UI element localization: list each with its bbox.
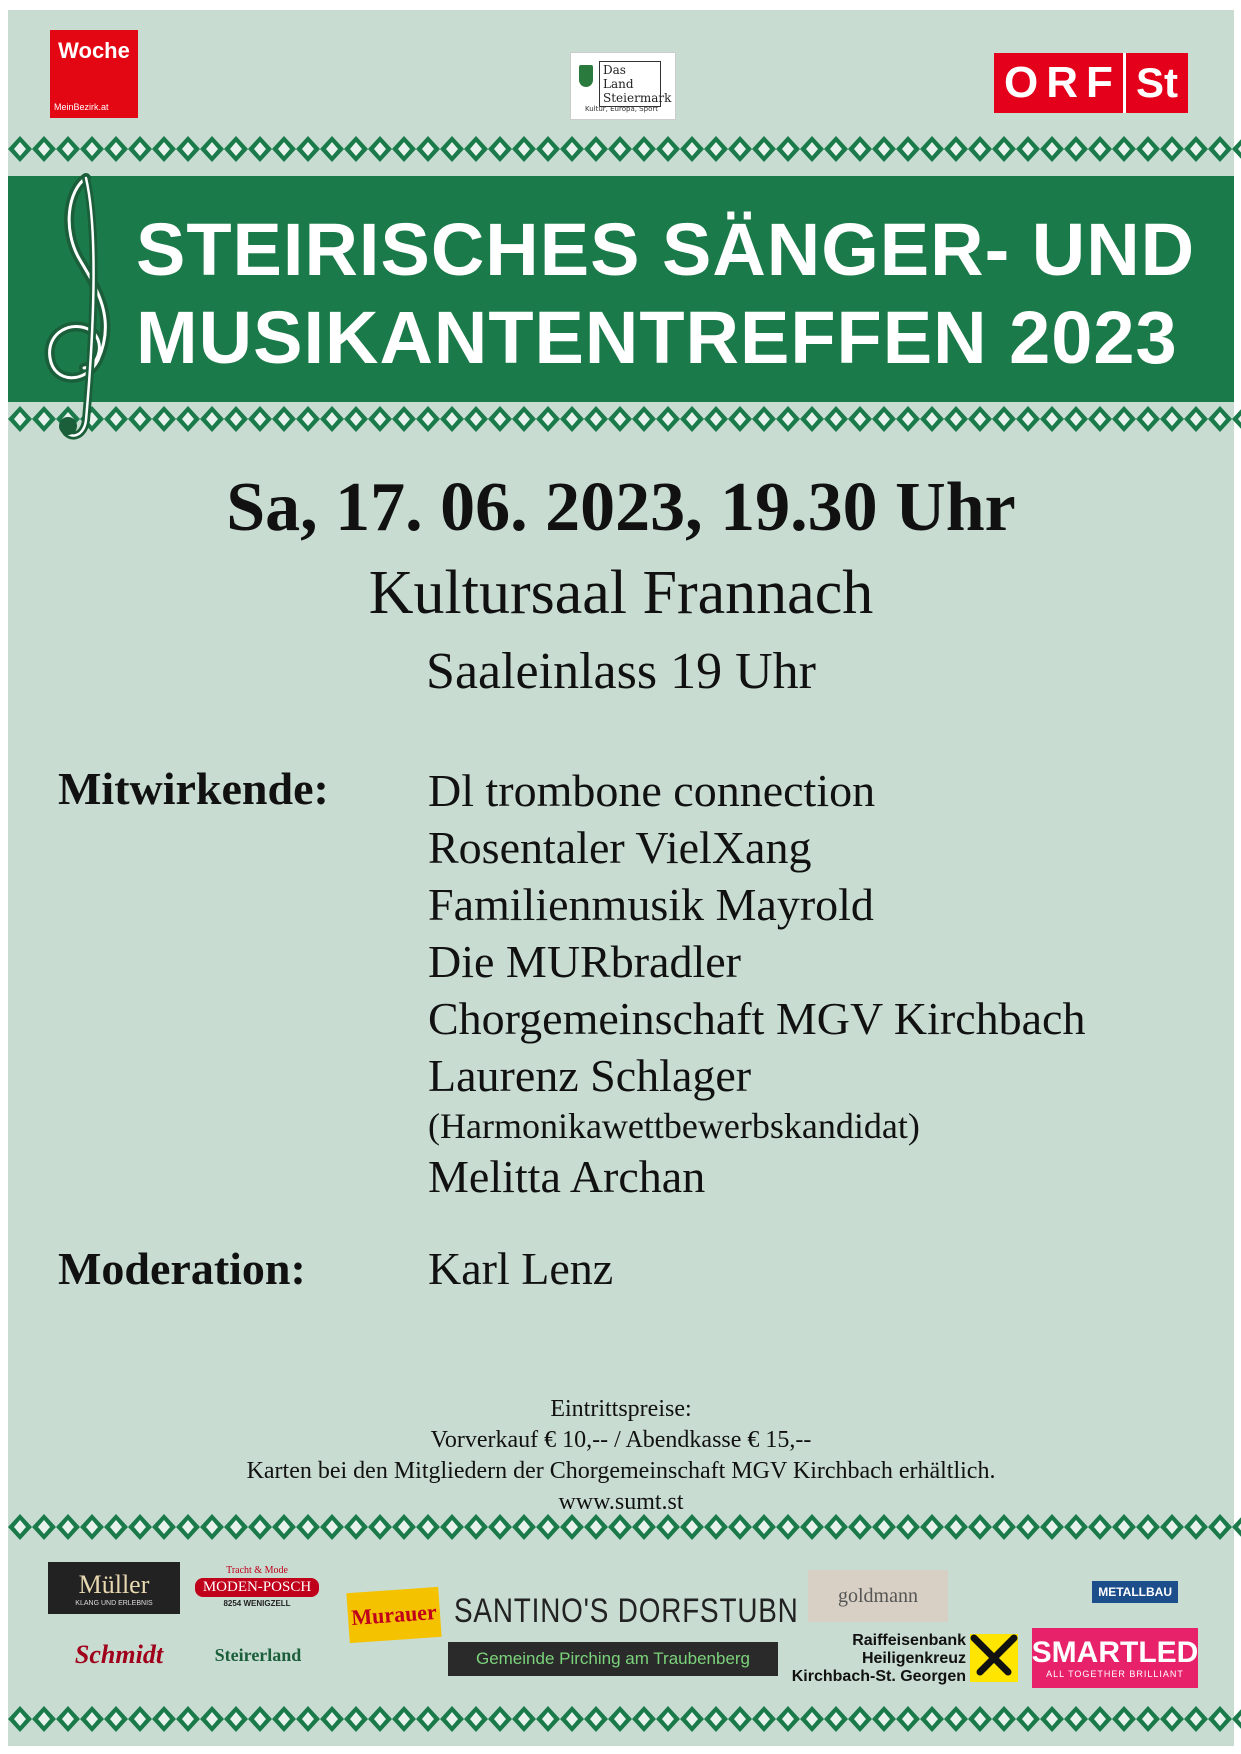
mueller-subtext: KLANG UND ERLEBNIS bbox=[75, 1599, 153, 1607]
mueller-text: Müller bbox=[78, 1569, 150, 1599]
tickets-info: Karten bei den Mitgliedern der Chorgemeinschaft MGV Kirchbach erhältlich. bbox=[246, 1458, 996, 1484]
event-title-line2: MUSIKANTENTREFFEN 2023 bbox=[136, 296, 1178, 379]
land-steiermark-logo bbox=[570, 52, 676, 120]
moderator-name: Karl Lenz bbox=[428, 1243, 614, 1294]
prices-line: Vorverkauf € 10,-- / Abendkasse € 15,-- bbox=[430, 1427, 812, 1453]
orf-text: ORF bbox=[1004, 58, 1121, 107]
performer-item: Familienmusik Mayrold bbox=[428, 879, 874, 930]
treble-clef-icon bbox=[28, 170, 128, 450]
title-banner bbox=[8, 176, 1234, 402]
metallbau-text: METALLBAU bbox=[1092, 1581, 1178, 1603]
sponsor-santino-logo: SANTINO'S DORFSTUBN bbox=[454, 1591, 799, 1630]
ticket-info bbox=[8, 1394, 1234, 1518]
sponsor-mueller-logo bbox=[48, 1562, 180, 1614]
event-title-line1: STEIRISCHES SÄNGER- UND bbox=[136, 208, 1196, 291]
performer-item: Dl trombone connection bbox=[428, 765, 876, 816]
raiffeisen-line3: Kirchbach-St. Georgen bbox=[791, 1668, 966, 1685]
sponsor-posch-logo bbox=[192, 1556, 322, 1616]
land-steiermark-subtitle: Kultur, Europa, Sport bbox=[585, 105, 658, 113]
performers-list bbox=[428, 762, 1085, 1205]
ornament-band-bottom bbox=[8, 1702, 1234, 1736]
sponsor-raiffeisen-logo bbox=[788, 1628, 966, 1690]
raiffeisen-giebelkreuz-icon bbox=[970, 1634, 1018, 1682]
website-link[interactable]: www.sumt.st bbox=[558, 1489, 684, 1515]
orf-st-text: St bbox=[1123, 53, 1188, 113]
smartled-text: SMARTLED bbox=[1031, 1636, 1199, 1669]
sponsor-murauer-logo: Murauer bbox=[346, 1587, 441, 1643]
ornament-band-top bbox=[8, 132, 1234, 166]
performer-note: (Harmonikawettbewerbskandidat) bbox=[428, 1106, 920, 1146]
performers-label: Mitwirkende: bbox=[58, 763, 329, 814]
sponsor-goldmann-logo: goldmann bbox=[808, 1570, 948, 1622]
admission-time: Saaleinlass 19 Uhr bbox=[426, 643, 816, 700]
sponsor-steirerland-logo: Steirerland bbox=[214, 1644, 302, 1665]
raiffeisen-line1: Raiffeisenbank bbox=[852, 1632, 966, 1649]
woche-logo bbox=[50, 30, 138, 118]
sponsor-schmidt-logo: Schmidt bbox=[74, 1640, 164, 1669]
event-date-time: Sa, 17. 06. 2023, 19.30 Uhr bbox=[226, 469, 1016, 546]
posch-top-text: Tracht & Mode bbox=[226, 1564, 288, 1576]
performer-item: Melitta Archan bbox=[428, 1151, 706, 1202]
sponsor-smartled-logo bbox=[1032, 1628, 1198, 1688]
meinbezirk-text: MeinBezirk.at bbox=[54, 102, 109, 112]
posch-subtext: 8254 WENIGZELL bbox=[223, 1598, 291, 1608]
raiffeisen-line2: Heiligenkreuz bbox=[861, 1650, 966, 1667]
smartled-subtext: ALL TOGETHER BRILLIANT bbox=[1046, 1669, 1184, 1679]
prices-heading: Eintrittspreise: bbox=[550, 1396, 692, 1422]
posch-text: MODEN-POSCH bbox=[195, 1578, 319, 1597]
event-title bbox=[136, 206, 1195, 382]
land-steiermark-title: Das Land Steiermark bbox=[599, 61, 661, 107]
performer-item: Die MURbradler bbox=[428, 936, 741, 987]
ornament-band-middle bbox=[8, 402, 1234, 436]
steiermark-shield-icon bbox=[579, 65, 593, 87]
performer-item: Chorgemeinschaft MGV Kirchbach bbox=[428, 993, 1086, 1044]
sponsor-metallbau-logo bbox=[988, 1564, 1178, 1620]
orf-steiermark-logo bbox=[994, 53, 1188, 113]
moderation-label: Moderation: bbox=[58, 1243, 306, 1294]
poster bbox=[8, 10, 1234, 1746]
woche-logo-text: Woche bbox=[58, 38, 130, 63]
performer-item: Laurenz Schlager bbox=[428, 1050, 752, 1101]
performer-item: Rosentaler VielXang bbox=[428, 822, 812, 873]
sponsor-pirching-logo: Gemeinde Pirching am Traubenberg bbox=[448, 1642, 778, 1676]
event-venue: Kultursaal Frannach bbox=[368, 559, 874, 627]
